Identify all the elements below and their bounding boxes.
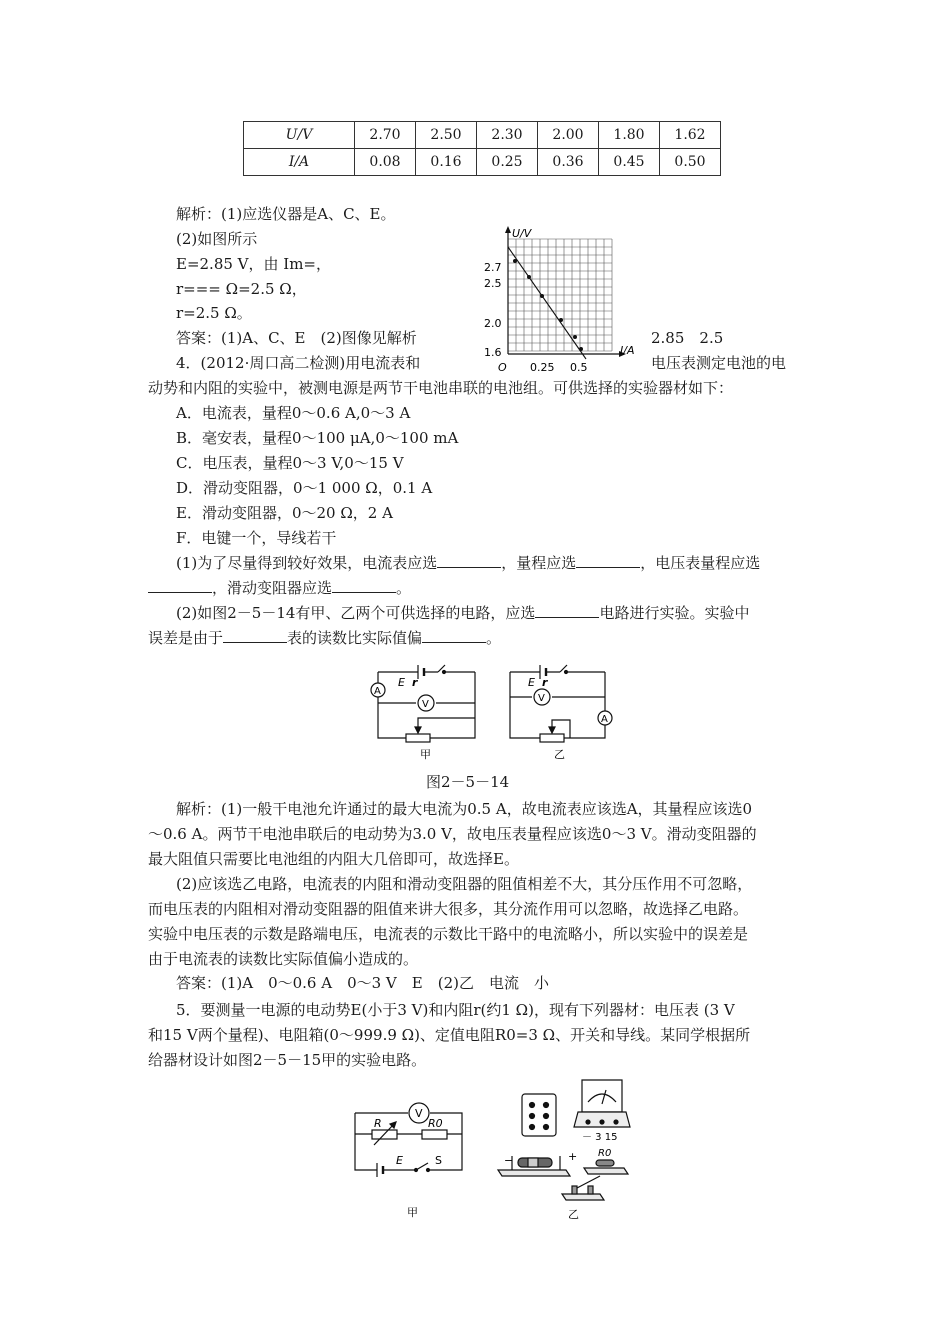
paragraph-line: 实验中电压表的示数是路端电压，电流表的示数比干路中的电流略小，所以实验中的误差是 (148, 925, 749, 943)
data-table (243, 121, 721, 176)
blank-circuit[interactable] (535, 603, 599, 618)
fixed-resistor-symbol (422, 1130, 447, 1139)
q4-option-d: D．滑动变阻器，0～1 000 Ω，0.1 A (176, 479, 433, 497)
table-cell: 1.80 (599, 122, 660, 149)
paragraph-line: ～0.6 A。两节干电池串联后的电动势为3.0 V，故电压表量程应该选0～3 V。滑动变阻器的 (148, 825, 757, 843)
q5-caption-jia: 甲 (407, 1206, 418, 1219)
q4-sub1-text-c: ，电压表量程应选 (640, 554, 761, 572)
q4-option-e: E．滑动变阻器，0～20 Ω，2 A (176, 504, 393, 522)
graph-y-tick: 2.0 (484, 317, 502, 330)
q4-stem-1a: 4．(2012·周口高二检测)用电流表和 (176, 354, 421, 372)
graph-y-tick: 2.5 (484, 277, 502, 290)
q3-line-r2: r=2.5 Ω。 (176, 304, 252, 322)
q3-analysis-2: (2)如图所示 (176, 230, 258, 248)
q4-sub1-text-d: ，滑动变阻器应选 (212, 579, 333, 597)
graph-point (527, 275, 531, 279)
circuit-yi-caption: 乙 (554, 748, 565, 761)
blank-rheostat[interactable] (332, 578, 396, 593)
resistance-box-icon (522, 1094, 556, 1136)
graph-y-tick: 1.6 (484, 346, 502, 359)
rheostat-symbol (406, 734, 430, 742)
q4-analysis-paragraph-1 (148, 797, 808, 872)
graph-y-label: U/V (512, 227, 532, 240)
q3-analysis-1: 解析：(1)应选仪器是A、C、E。 (176, 205, 396, 223)
table-cell: 2.50 (416, 122, 477, 149)
table-cell: 0.36 (538, 149, 599, 176)
q4-sub2-text-a: (2)如图2－5－14有甲、乙两个可供选择的电路，应选 (176, 604, 536, 622)
graph-point (540, 294, 544, 298)
q4-sub1-line2 (148, 578, 411, 598)
q4-sub2-text-d: 表的读数比实际值偏 (287, 629, 423, 647)
q5-label-v: V (415, 1107, 423, 1120)
circuit-yi-label-e: E (528, 676, 535, 689)
switch-device-icon (562, 1176, 604, 1200)
blank-ammeter-range[interactable] (576, 553, 640, 568)
circuit-jia-label-e: E (398, 676, 405, 689)
q4-sub2-line2 (148, 628, 501, 648)
graph-y-tick: 2.7 (484, 261, 502, 274)
paragraph-line: 解析：(1)一般干电池允许通过的最大电流为0.5 A，故电流表应该选A，其量程应该选0 (176, 800, 753, 818)
table-row-voltage (244, 122, 721, 149)
paragraph-line: 由于电流表的读数比实际值偏小造成的。 (148, 950, 419, 968)
graph-point (559, 318, 563, 322)
table-row-current (244, 149, 721, 176)
q5-label-r0: R0 (428, 1117, 443, 1130)
q5-stem (148, 998, 808, 1073)
table-cell: 0.16 (416, 149, 477, 176)
table-cell: 2.30 (477, 122, 538, 149)
fixed-resistor-device-icon (584, 1160, 628, 1174)
table-cell: 0.45 (599, 149, 660, 176)
blank-direction[interactable] (422, 628, 486, 643)
q4-sub1-text-e: 。 (396, 579, 412, 597)
table-cell: 2.70 (355, 122, 416, 149)
table-header-current: I/A (244, 149, 355, 176)
table-cell: 1.62 (660, 122, 721, 149)
circuit-figure-2-5-15-jia (350, 1090, 470, 1220)
q5-label-e: E (396, 1154, 403, 1167)
graph-grid (508, 239, 612, 351)
rheostat-symbol (540, 734, 564, 742)
q4-option-a: A．电流表，量程0～0.6 A,0～3 A (176, 404, 411, 422)
apparatus-figure-2-5-15-yi (492, 1072, 662, 1222)
q4-option-f: F．电键一个，导线若干 (176, 529, 337, 547)
q5-label-r: R (374, 1117, 382, 1130)
q3-answer: 答案：(1)A、C、E (2)图像见解析 (176, 329, 417, 347)
graph-x-tick: 0.5 (570, 361, 588, 374)
paragraph-line: 而电压表的内阻相对滑动变阻器的阻值来讲大很多，其分流作用可以忽略，故选择乙电路。 (148, 900, 749, 918)
table-header-voltage: U/V (244, 122, 355, 149)
graph-x-label: I/A (620, 344, 635, 357)
circuit-jia-label-v: V (422, 699, 429, 710)
q4-stem-2: 动势和内阻的实验中，被测电源是两节干电池串联的电池组。可供选择的实验器材如下： (148, 379, 734, 397)
circuit-yi-label-a: A (601, 714, 608, 725)
q4-sub2-text-b: 电路进行实验。实验中 (599, 604, 750, 622)
paragraph-line: (2)应该选乙电路，电流表的内阻和滑动变阻器的阻值相差不大，其分压作用不可忽略， (176, 875, 753, 893)
q4-sub1-text-a: (1)为了尽量得到较好效果，电流表应选 (176, 554, 438, 572)
circuit-jia-label-a: A (374, 686, 381, 697)
graph-point (573, 335, 577, 339)
voltmeter-device-icon (574, 1080, 630, 1127)
device-r0-label: R0 (598, 1148, 612, 1159)
q4-stem-1b: 电压表测定电池的电 (651, 354, 787, 372)
q3-answer-values: 2.85 2.5 (651, 329, 724, 347)
table-cell: 0.25 (477, 149, 538, 176)
table-cell: 2.00 (538, 122, 599, 149)
paragraph-line: 给器材设计如图2－5－15甲的实验电路。 (148, 1051, 427, 1069)
graph-origin: O (498, 361, 507, 374)
battery-minus-label: − (504, 1154, 514, 1167)
circuit-jia-caption: 甲 (420, 748, 431, 761)
q4-sub1-text-b: ，量程应选 (501, 554, 577, 572)
circuit-yi (510, 665, 612, 742)
q4-sub2-text-e: 。 (486, 629, 502, 647)
battery-plus-label: + (568, 1150, 578, 1163)
meter-scale-label: － 3 15 (582, 1132, 618, 1143)
q4-answer: 答案：(1)A 0～0.6 A 0～3 V E (2)乙 电流 小 (176, 974, 549, 992)
u-i-graph (478, 226, 643, 376)
blank-voltmeter-range[interactable] (148, 578, 212, 593)
blank-meter[interactable] (223, 628, 287, 643)
graph-y-arrow (505, 226, 511, 233)
q3-line-r1: r=== Ω=2.5 Ω， (176, 280, 307, 298)
table-cell: 0.50 (660, 149, 721, 176)
q4-sub2-line1 (176, 603, 749, 623)
circuit-jia-label-r: r (412, 676, 418, 689)
q5-caption-yi: 乙 (568, 1208, 579, 1221)
paragraph-line: 和15 V两个量程)、电阻箱(0～999.9 Ω)、定值电阻R0=3 Ω、开关和导线。某同学根据所 (148, 1026, 751, 1044)
paragraph-line: 5．要测量一电源的电动势E(小于3 V)和内阻r(约1 Ω)，现有下列器材：电压表 (3 V (176, 1001, 735, 1019)
q4-sub2-text-c: 误差是由于 (148, 629, 224, 647)
table-cell: 0.08 (355, 149, 416, 176)
q4-option-b: B．毫安表，量程0～100 μA,0～100 mA (176, 429, 459, 447)
circuit-figure-2-5-14 (360, 660, 620, 765)
circuit-yi-label-r: r (542, 676, 548, 689)
blank-ammeter[interactable] (437, 553, 501, 568)
graph-point (579, 347, 583, 351)
graph-point (513, 259, 517, 263)
q5-label-s: S (435, 1154, 442, 1167)
circuit-yi-label-v: V (538, 693, 545, 704)
q4-analysis-paragraph-2 (148, 872, 808, 972)
q4-sub1-line1 (176, 553, 760, 573)
graph-x-tick: 0.25 (530, 361, 555, 374)
q4-option-c: C．电压表，量程0～3 V,0～15 V (176, 454, 404, 472)
paragraph-line: 最大阻值只需要比电池组的内阻大几倍即可，故选择E。 (148, 850, 519, 868)
figure-caption-2-5-14: 图2－5－14 (426, 773, 510, 791)
q3-line-e: E=2.85 V，由 Im=， (176, 255, 332, 273)
